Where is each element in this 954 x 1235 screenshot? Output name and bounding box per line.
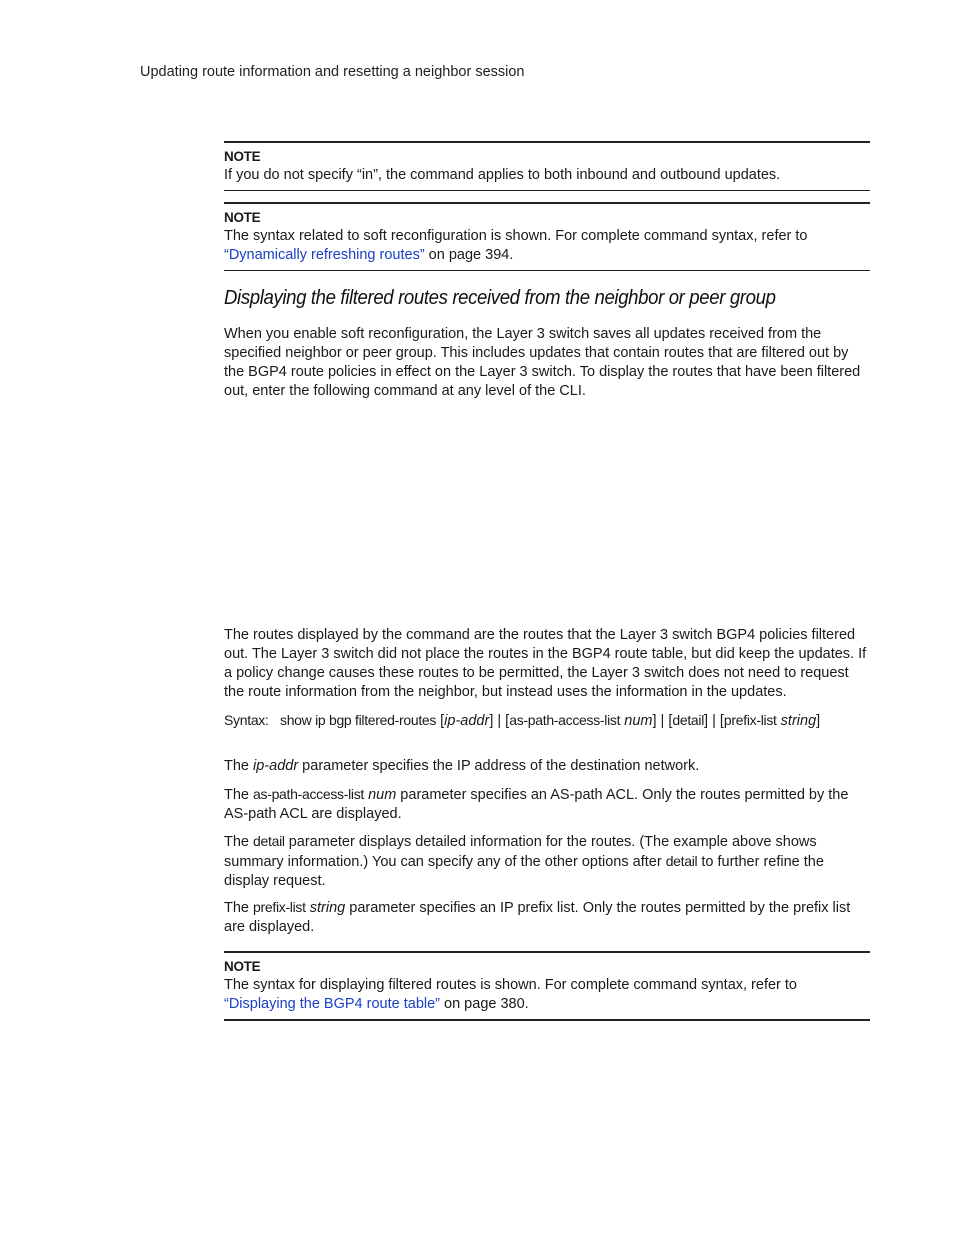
- param-as-path-access-list: The as-path-access-list num parameter specifies an AS-path ACL. Only the routes permitted by the AS-path ACL are displayed.: [224, 786, 849, 822]
- running-header: Updating route information and resetting a neighbor session: [140, 64, 525, 80]
- intro-paragraph-wrap: [224, 325, 870, 401]
- syntax-body: show ip bgp filtered-routes [ip-addr] | [as-path-access-list num] | [detail] | [prefix-list string]: [280, 712, 821, 729]
- link-dynamically-refreshing-routes[interactable]: “Dynamically refreshing routes”: [224, 247, 425, 263]
- note-box-filtered-routes: [224, 951, 870, 1021]
- note-label: NOTE: [224, 210, 261, 225]
- syntax-block: [224, 711, 870, 731]
- routes-paragraph: The routes displayed by the command are the routes that the Layer 3 switch BGP4 policies filtered out. The Layer 3 switch did not place the routes in the BGP4 route table, but did keep the updates. If a policy change causes these routes to be permitted, the Layer 3 switch does not need to request the route information from the neighbor, but instead uses the information in the updates.: [224, 627, 867, 700]
- note-box-inbound: [224, 141, 870, 191]
- note-text: The syntax for displaying filtered routes is shown. For complete command syntax, refer to “Displaying the BGP4 route table” on page 380.: [224, 977, 797, 1012]
- note-text: If you do not specify “in”, the command applies to both inbound and outbound updates.: [224, 167, 781, 183]
- param-detail: The detail parameter displays detailed information for the routes. (The example above shows summary information.) You can specify any of the other options after detail to further refine the display request.: [224, 833, 824, 889]
- note-label: NOTE: [224, 959, 261, 974]
- param-prefix-list: The prefix-list string parameter specifies an IP prefix list. Only the routes permitted by the prefix list are displayed.: [224, 899, 851, 935]
- note-box-soft-reconfig: [224, 202, 870, 271]
- routes-paragraph-wrap: [224, 626, 870, 702]
- param-ipaddr: The ip-addr parameter specifies the IP address of the destination network.: [224, 758, 700, 774]
- note-label: NOTE: [224, 149, 261, 164]
- syntax-command: show ip bgp filtered-routes: [280, 712, 437, 728]
- intro-paragraph: When you enable soft reconfiguration, the Layer 3 switch saves all updates received from the specified neighbor or peer group. This includes updates that contain routes that are filtered out by the BGP4 route policies in effect on the Layer 3 switch. To display the routes that have been filtered out, enter the following command at any level of the CLI.: [224, 326, 861, 399]
- section-heading: Displaying the filtered routes received from the neighbor or peer group: [224, 287, 776, 309]
- section-heading-wrap: [224, 287, 870, 310]
- syntax-label: Syntax:: [224, 712, 269, 728]
- link-displaying-bgp4-route-table[interactable]: “Displaying the BGP4 route table”: [224, 996, 440, 1012]
- note-text: The syntax related to soft reconfiguration is shown. For complete command syntax, refer to “Dynamically refreshing routes” on page 394.: [224, 228, 808, 263]
